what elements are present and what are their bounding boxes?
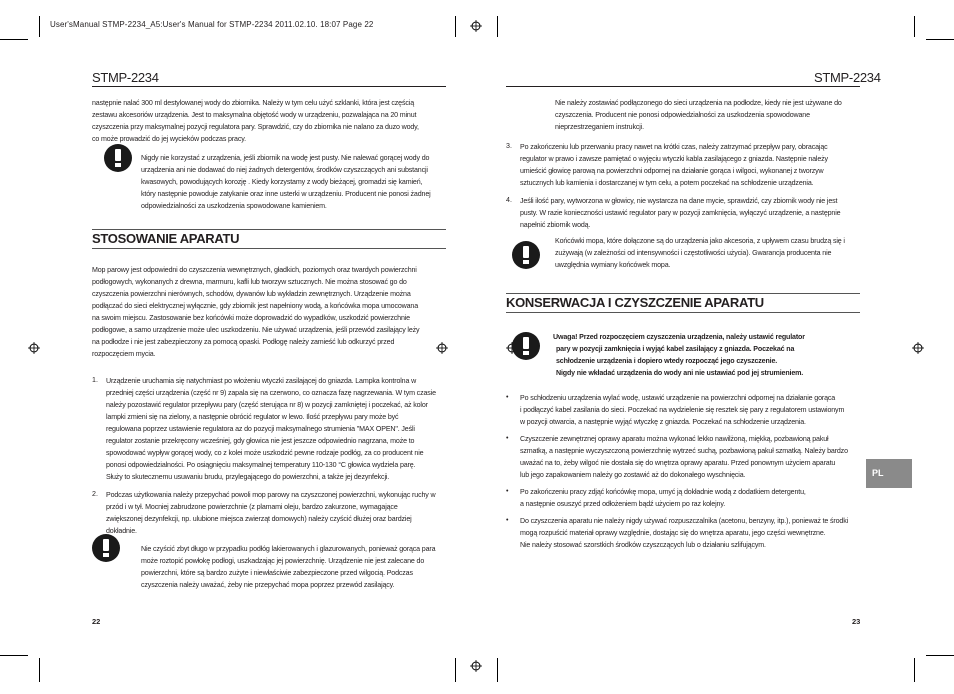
intro-paragraph: następnie nalać 300 ml destylowanej wody do zbiornika. Należy w tym celu użyć szklanki, która jest częścią zestawu akcesoriów urządzenia. Jest to maksymalna objętość wody w urządzeniu, pozwalająca na 20 minut czyszczenia przy maksymalnej pozycji regulatora pary. Sprawdzić, czy do zbiornika nie nalano za duzo wody, co może prowadzić do jej wycieków podczas pracy.	[92, 99, 419, 143]
warning-before-cleaning: Uwaga! Przed rozpoczęciem czyszczenia urządzenia, należy ustawić regulator pary w pozycji zamknięcia i wyjąć kabel zasilający z gniazda. Poczekać na schłodzenie urządzenia i dopiero wtedy rozpocząć jego czyszczenie. Nigdy nie wkładać urządzenia do wody ani nie ustawiać pod jej strumieniem.	[553, 333, 805, 377]
warning-icon	[104, 144, 132, 172]
section-rule	[506, 293, 860, 294]
language-tab: PL	[866, 459, 912, 488]
warning-icon	[512, 241, 540, 269]
bullet-item-3: Po zakończeniu pracy zdjąć końcówkę mopa, umyć ją dokładnie wodą z dodatkiem detergentu, a następnie osuszyć przed odłożeniem bądź użyciem po raz kolejny.	[520, 488, 806, 508]
page-number-right: 23	[852, 617, 861, 626]
bullet-icon: •	[506, 516, 509, 524]
crop-mark	[0, 39, 28, 40]
usage-paragraph: Mop parowy jest odpowiedni do czyszczenia wewnętrznych, gładkich, poziomych oraz twardych powierzchni podłogowych, wykonanych z drewna, marmuru, kafli lub tworzyw sztucznych. Nie można stosować go do czyszczenia powierzchni nierównych, schodów, dywanów lub wykładzin zewnętrznych. Urządzenie można podłączać do sieci elektrycznej wyłącznie, gdy zbiornik jest napełniony wodą, a końcówka mopa umocowana na swoim miejscu. Zastosowanie bez końcówki może doprowadzić do wypadków, uszkodzić powierzchnie podłogowe, a samo urządzenie może ulec uszkodzeniu. Nie używać urządzenia, jeśli przewód zasilający leży na podłodze i nie jest zabezpieczony za pomocą opaski. Podłogę należy zamieść lub odkurzyć przed rozpoczęciem mycia.	[92, 266, 420, 358]
bullet-item-4: Do czyszczenia aparatu nie należy nigdy używać rozpuszczalnika (acetonu, benzyny, itp.), ponieważ te środki mogą rozpuścić materiał oprawy względnie, dostając się do wnętrza aparatu, jego części wewnętrzne. Nie należy stosować szorstkich środków czyszczących lub o działaniu szlifującym.	[520, 517, 849, 549]
registration-mark-icon	[912, 342, 924, 354]
crop-mark	[497, 658, 498, 682]
crop-mark	[497, 16, 498, 37]
section-rule	[92, 248, 446, 249]
list-item-4: Jeśli ilość pary, wytworzona w głowicy, nie wystarcza na dane mycie, sprawdzić, czy zbiornik wody nie jest pusty. W razie konieczności ustawić regulator pary w pozycji zamknięcia, wyłączyć urządzenie, a następnie napełnić zbiornik wodą.	[520, 197, 841, 229]
crop-mark	[39, 658, 40, 682]
crop-mark	[914, 658, 915, 682]
section-heading-maintenance: KONSERWACJA I CZYSZCZENIE APARATU	[506, 295, 764, 310]
bullet-icon: •	[506, 434, 509, 442]
unplug-note: Nie należy zostawiać podłączonego do sieci urządzenia na podłodze, kiedy nie jest używane do czyszczenia. Producent nie ponosi odpowiedzialności za uszkodzenia spowodowane nieprzestrzeganiem instrukcji.	[555, 99, 842, 131]
crop-mark	[926, 655, 954, 656]
section-rule	[92, 229, 446, 230]
warning-lacquered-floors: Nie czyścić zbyt długo w przypadku podłóg lakierowanych i glazurowanych, ponieważ gorąca para może roztopić powłokę podłogi, uszkadzając jej powierzchnię. Urządzenie nie jest zalecane do powierzchni, które są bardzo zużyte i niewłaściwie zabezpieczone przed wilgocią. Podczas czyszczenia należy uważać, żeby nie przepychać mopa poprzez przewód zasilający.	[141, 545, 436, 589]
warning-water-tank: Nigdy nie korzystać z urządzenia, jeśli zbiornik na wodę jest pusty. Nie nalewać gorącej wody do urządzenia ani nie dodawać do niej żadnych detergentów, środków czyszczących ani substancji kwasowych, powodujących korozję . Kiedy korzystamy z wody bieżącej, gromadzi się kamień, który następnie powoduje zatykanie oraz inne usterki w urządzeniu. Producent nie ponosi żadnej odpowiedzialności za uszkodzenia spowodowane kamieniem.	[141, 154, 431, 210]
section-heading-usage: STOSOWANIE APARATU	[92, 231, 240, 246]
warning-icon	[512, 332, 540, 360]
list-item-1: Urządzenie uruchamia się natychmiast po włożeniu wtyczki zasilającej do gniazda. Lampka kontrolna w przedniej części urządzenia (część nr 9) zapala się na czerwono, co oznacza fazę nagrzewania. W tym czasie należy pozostawić regulator przepływu pary (część sterująca nr 8) w pozycji zamkniętej i poczekać, aż kolor lampki zmieni się na zielony, a następnie obrócić regulator w lewo. Ilość przepływu pary może być regulowana poprzez ustawienie regulatora az do pozycji maksymalnego strumienia "MAX OPEN". Jeśli regulator zostanie przekręcony wcześniej, gdy głowica nie jest jeszcze odpowiednio nagrzana, może to spowodować wypływ gorącej wody, co z kolei może uszkodzić pewne rodzaje podłóg, za co producent nie ponosi odpowiedzialności. Po osiągnięciu maksymalnej temperatury 110-130 °C głowica wydziela parę. Służy to skutecznemu usuwaniu brudu, przylegającego do powierzchni, a także jej dezynfekcji.	[106, 377, 436, 481]
registration-mark-icon	[28, 342, 40, 354]
list-number: 3.	[506, 142, 512, 150]
crop-mark	[914, 16, 915, 37]
bullet-item-1: Po schłodzeniu urządzenia wylać wodę, ustawić urządzenie na powierzchni odpornej na działanie gorąca i podłączyć kabel zasilania do sieci. Poczekać na wydzielenie się resztek się pary z regulatorem ustawionym w pozycji otwarcia, a następnie wyjąć wtyczkę z gniazda. Poczekać na schłodzenie urządzenia.	[520, 394, 845, 426]
section-rule	[506, 312, 860, 313]
registration-mark-icon	[470, 660, 482, 672]
header-rule-right	[506, 86, 860, 87]
warning-icon	[92, 534, 120, 562]
list-item-2: Podczas użytkowania należy przepychać powoli mop parowy na czyszczonej powierzchni, wykonując ruchy w przód i w tył. Mocniej zabrudzone powierzchnie (z plamami oleju, bardzo zakurzone, wymagające zwiększonej dezynfekcji, np. ulubione miejsca zwierząt domowych) należy czyścić dłużej oraz bardziej dokładnie.	[106, 491, 436, 535]
list-number: 2.	[92, 490, 98, 498]
header-rule-left	[92, 86, 446, 87]
crop-mark	[455, 658, 456, 682]
crop-mark	[39, 16, 40, 37]
registration-mark-icon	[470, 20, 482, 32]
bullet-item-2: Czyszczenie zewnętrznej oprawy aparatu można wykonać lekko nawilżoną, miękką, pozbawioną pakuł szmatką, a następnie wyczyszczoną powierzchnię wytrzeć suchą, pozbawioną pakuł szmatką. Należy bardzo uważać na to, żeby wilgoć nie dostała się do wnętrza oprawy aparatu. Przed ponownym użyciem aparatu lub jego zapakowaniem należy go zostawić aż do dokonałego wyschnięcia.	[520, 435, 848, 479]
model-header-right: STMP-2234	[814, 70, 881, 85]
bullet-icon: •	[506, 487, 509, 495]
crop-mark	[926, 39, 954, 40]
list-item-3: Po zakończeniu lub przerwaniu pracy nawet na krótki czas, należy zatrzymać przepływ pary, obracając regulator w prawo i zawsze pamiętać o wyjęciu wtyczki kabla zasilającego z gniazda. Następnie należy umieścić głowicę parową na powierzchni odpornej na działanie gorąca i wilgoci, wykonanej z tworzyw sztucznych lub kamienia i dostarczanej w tym celu, a potem poczekać na schłodzenie urządzenia.	[520, 143, 828, 187]
page-number-left: 22	[92, 617, 101, 626]
print-slug: User'sManual STMP-2234_A5:User's Manual for STMP-2234 2011.02.10. 18:07 Page 22	[50, 20, 374, 29]
list-number: 1.	[92, 376, 98, 384]
model-header-left: STMP-2234	[92, 70, 159, 85]
crop-mark	[0, 655, 28, 656]
bullet-icon: •	[506, 393, 509, 401]
warning-mop-pads: Końcówki mopa, które dołączone są do urządzenia jako akcesoria, z upływem czasu brudzą się i zużywają (w zależności od intensywności i częstotliwości użycia). Gwarancja producenta nie uwzględnia wymiany końcówek mopa.	[555, 237, 845, 269]
list-number: 4.	[506, 196, 512, 204]
crop-mark	[455, 16, 456, 37]
